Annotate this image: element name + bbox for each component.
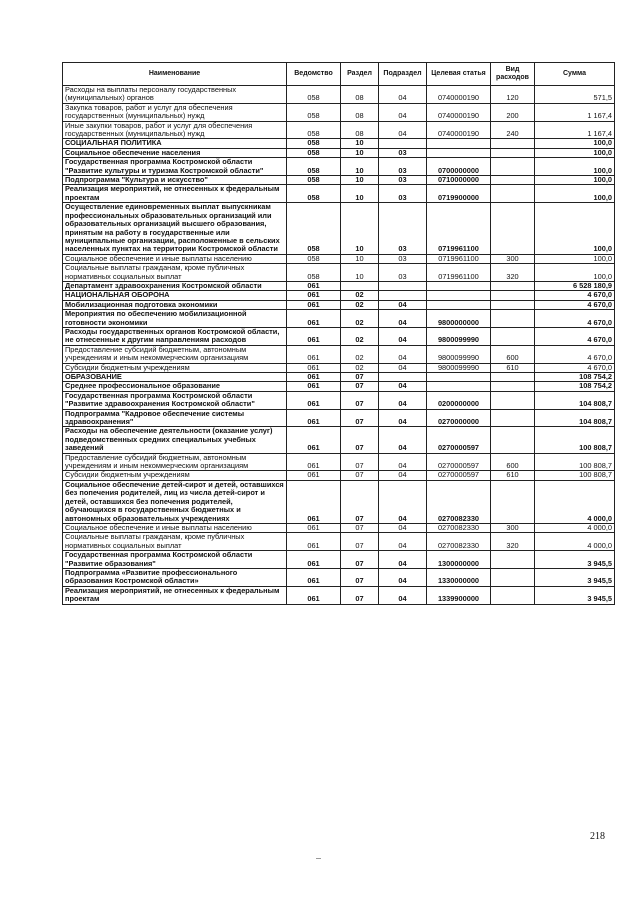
cell-sum: 4 670,0 [535, 363, 615, 372]
table-row [63, 291, 615, 300]
cell-name: Расходы государственных органов Костромской области, не отнесенные к другим направлениям расходов [63, 327, 287, 345]
table-body [63, 86, 615, 605]
cell-csr: 9800099990 [427, 363, 491, 372]
cell-podrazdel: 04 [379, 480, 427, 523]
table-row [63, 480, 615, 523]
cell-sum: 100,0 [535, 185, 615, 203]
cell-razdel: 07 [341, 533, 379, 551]
cell-name: Среднее профессиональное образование [63, 382, 287, 391]
cell-vr [491, 203, 535, 254]
cell-name: Мероприятия по обеспечению мобилизационной готовности экономики [63, 310, 287, 328]
cell-podrazdel: 04 [379, 533, 427, 551]
cell-vr [491, 281, 535, 290]
cell-podrazdel: 04 [379, 121, 427, 139]
table-row [63, 345, 615, 363]
cell-razdel: 10 [341, 176, 379, 185]
page-number: 218 [590, 831, 605, 842]
cell-sum: 4 000,0 [535, 533, 615, 551]
cell-sum: 4 670,0 [535, 291, 615, 300]
header-razdel: Раздел [341, 63, 379, 86]
table-row [63, 203, 615, 254]
cell-name: Иные закупки товаров, работ и услуг для обеспечения государственных (муниципальных) нужд [63, 121, 287, 139]
cell-csr: 0200000000 [427, 391, 491, 409]
table-row [63, 300, 615, 309]
cell-vr: 200 [491, 103, 535, 121]
cell-csr [427, 139, 491, 148]
cell-ved: 061 [287, 409, 341, 427]
cell-podrazdel: 04 [379, 586, 427, 604]
cell-podrazdel: 03 [379, 158, 427, 176]
cell-sum: 100,0 [535, 254, 615, 263]
cell-razdel: 07 [341, 586, 379, 604]
table-row [63, 281, 615, 290]
cell-sum: 4 670,0 [535, 345, 615, 363]
table-row [63, 86, 615, 104]
cell-sum: 571,5 [535, 86, 615, 104]
cell-sum: 104 808,7 [535, 409, 615, 427]
table-row [63, 471, 615, 480]
cell-vr: 240 [491, 121, 535, 139]
cell-razdel: 07 [341, 551, 379, 569]
table-row [63, 568, 615, 586]
cell-name: Социальные выплаты гражданам, кроме публичных нормативных социальных выплат [63, 533, 287, 551]
cell-csr: 1300000000 [427, 551, 491, 569]
cell-csr: 0270000000 [427, 409, 491, 427]
cell-sum: 100,0 [535, 203, 615, 254]
cell-ved: 061 [287, 568, 341, 586]
table-row [63, 453, 615, 471]
scan-mark [316, 858, 321, 859]
header-ved: Ведомство [287, 63, 341, 86]
cell-vr [491, 148, 535, 157]
cell-name: Расходы на обеспечение деятельности (оказание услуг) подведомственных средних специальных учебных заведений [63, 427, 287, 453]
cell-ved: 061 [287, 327, 341, 345]
table-row [63, 363, 615, 372]
cell-ved: 058 [287, 86, 341, 104]
cell-csr [427, 281, 491, 290]
table-row [63, 409, 615, 427]
cell-csr: 0740000190 [427, 86, 491, 104]
cell-name: Государственная программа Костромской области "Развитие образования" [63, 551, 287, 569]
cell-vr: 610 [491, 471, 535, 480]
cell-podrazdel: 04 [379, 363, 427, 372]
table-row [63, 391, 615, 409]
cell-csr: 0700000000 [427, 158, 491, 176]
cell-ved: 061 [287, 471, 341, 480]
cell-sum: 4 670,0 [535, 310, 615, 328]
table-row [63, 427, 615, 453]
cell-podrazdel: 04 [379, 382, 427, 391]
cell-ved: 058 [287, 176, 341, 185]
cell-ved: 061 [287, 345, 341, 363]
cell-podrazdel [379, 281, 427, 290]
table-row [63, 148, 615, 157]
cell-name: СОЦИАЛЬНАЯ ПОЛИТИКА [63, 139, 287, 148]
cell-sum: 1 167,4 [535, 121, 615, 139]
cell-podrazdel: 03 [379, 148, 427, 157]
cell-ved: 061 [287, 373, 341, 382]
cell-podrazdel: 04 [379, 409, 427, 427]
header-vr: Вид расходов [491, 63, 535, 86]
cell-ved: 061 [287, 391, 341, 409]
cell-podrazdel: 04 [379, 103, 427, 121]
cell-csr: 0270000597 [427, 427, 491, 453]
cell-razdel: 07 [341, 382, 379, 391]
cell-csr [427, 382, 491, 391]
cell-vr [491, 373, 535, 382]
table-row [63, 533, 615, 551]
cell-csr [427, 373, 491, 382]
cell-vr: 320 [491, 264, 535, 282]
cell-sum: 3 945,5 [535, 551, 615, 569]
cell-csr: 0270082330 [427, 480, 491, 523]
table-row [63, 523, 615, 532]
cell-ved: 061 [287, 523, 341, 532]
cell-razdel: 02 [341, 291, 379, 300]
table-row [63, 310, 615, 328]
cell-vr: 600 [491, 345, 535, 363]
cell-sum: 100,0 [535, 158, 615, 176]
cell-csr: 0270082330 [427, 533, 491, 551]
cell-ved: 058 [287, 139, 341, 148]
cell-razdel: 07 [341, 480, 379, 523]
cell-name: Осуществление единовременных выплат выпускникам профессиональных образовательных организаций или образовательных организаций высшего образования, принятым на работу в государственные или муниципальные организации, расположенные в сельских населенных пунктах на территории Костромской области [63, 203, 287, 254]
cell-vr [491, 300, 535, 309]
table-header-row [63, 63, 615, 86]
cell-ved: 061 [287, 427, 341, 453]
cell-csr: 9800099990 [427, 345, 491, 363]
cell-ved: 058 [287, 254, 341, 263]
table-row [63, 121, 615, 139]
cell-ved: 061 [287, 551, 341, 569]
cell-sum: 4 000,0 [535, 523, 615, 532]
cell-csr: 9800099990 [427, 327, 491, 345]
cell-sum: 100 808,7 [535, 471, 615, 480]
cell-vr [491, 586, 535, 604]
cell-razdel [341, 281, 379, 290]
cell-sum: 100,0 [535, 148, 615, 157]
cell-razdel: 10 [341, 254, 379, 263]
cell-vr [491, 139, 535, 148]
cell-sum: 3 945,5 [535, 586, 615, 604]
cell-razdel: 02 [341, 300, 379, 309]
cell-name: Закупка товаров, работ и услуг для обеспечения государственных (муниципальных) нужд [63, 103, 287, 121]
cell-razdel: 08 [341, 103, 379, 121]
cell-razdel: 02 [341, 327, 379, 345]
cell-ved: 061 [287, 363, 341, 372]
cell-razdel: 07 [341, 373, 379, 382]
cell-name: Расходы на выплаты персоналу государственных (муниципальных) органов [63, 86, 287, 104]
cell-sum: 100,0 [535, 139, 615, 148]
cell-sum: 104 808,7 [535, 391, 615, 409]
cell-sum: 4 670,0 [535, 300, 615, 309]
cell-podrazdel: 04 [379, 345, 427, 363]
cell-name: Субсидии бюджетным учреждениям [63, 471, 287, 480]
cell-csr: 9800000000 [427, 310, 491, 328]
cell-sum: 100 808,7 [535, 427, 615, 453]
cell-podrazdel: 04 [379, 327, 427, 345]
cell-razdel: 07 [341, 523, 379, 532]
cell-razdel: 07 [341, 471, 379, 480]
cell-vr [491, 185, 535, 203]
table-row [63, 551, 615, 569]
cell-vr [491, 310, 535, 328]
cell-csr: 0270000597 [427, 453, 491, 471]
cell-ved: 061 [287, 453, 341, 471]
cell-vr [491, 480, 535, 523]
table-row [63, 327, 615, 345]
cell-name: Социальное обеспечение детей-сирот и детей, оставшихся без попечения родителей, лиц из числа детей-сирот и детей, оставшихся без попечения родителей, обучающихся в государственных бюджетных и автономных образовательных учреждениях [63, 480, 287, 523]
cell-vr [491, 568, 535, 586]
cell-name: Реализация мероприятий, не отнесенных к федеральным проектам [63, 586, 287, 604]
cell-vr [491, 291, 535, 300]
cell-name: Подпрограмма "Кадровое обеспечение системы здравоохранения" [63, 409, 287, 427]
cell-ved: 061 [287, 310, 341, 328]
cell-vr [491, 382, 535, 391]
cell-vr [491, 158, 535, 176]
cell-name: Подпрограмма «Развитие профессионального образования Костромской области» [63, 568, 287, 586]
cell-name: ОБРАЗОВАНИЕ [63, 373, 287, 382]
cell-vr [491, 551, 535, 569]
cell-sum: 1 167,4 [535, 103, 615, 121]
cell-podrazdel: 04 [379, 551, 427, 569]
cell-vr [491, 327, 535, 345]
cell-sum: 108 754,2 [535, 373, 615, 382]
cell-vr: 610 [491, 363, 535, 372]
cell-sum: 108 754,2 [535, 382, 615, 391]
cell-csr [427, 291, 491, 300]
cell-vr: 300 [491, 254, 535, 263]
cell-csr: 0719961100 [427, 264, 491, 282]
cell-podrazdel [379, 373, 427, 382]
cell-ved: 061 [287, 533, 341, 551]
cell-csr: 0270000597 [427, 471, 491, 480]
cell-podrazdel: 03 [379, 264, 427, 282]
cell-csr: 0719961100 [427, 203, 491, 254]
cell-razdel: 07 [341, 568, 379, 586]
cell-name: Предоставление субсидий бюджетным, автономным учреждениям и иным некоммерческим организациям [63, 345, 287, 363]
cell-podrazdel: 04 [379, 391, 427, 409]
cell-razdel: 07 [341, 453, 379, 471]
cell-vr [491, 176, 535, 185]
cell-razdel: 07 [341, 409, 379, 427]
table-row [63, 158, 615, 176]
header-name: Наименование [63, 63, 287, 86]
cell-razdel: 07 [341, 391, 379, 409]
cell-razdel: 02 [341, 363, 379, 372]
cell-podrazdel: 04 [379, 300, 427, 309]
cell-name: НАЦИОНАЛЬНАЯ ОБОРОНА [63, 291, 287, 300]
cell-name: Социальные выплаты гражданам, кроме публичных нормативных социальных выплат [63, 264, 287, 282]
cell-ved: 061 [287, 291, 341, 300]
cell-ved: 061 [287, 382, 341, 391]
cell-razdel: 10 [341, 148, 379, 157]
cell-csr: 0710000000 [427, 176, 491, 185]
cell-vr: 120 [491, 86, 535, 104]
cell-vr [491, 409, 535, 427]
cell-sum: 100,0 [535, 176, 615, 185]
table-row [63, 185, 615, 203]
cell-vr [491, 391, 535, 409]
cell-podrazdel: 04 [379, 453, 427, 471]
header-sum: Сумма [535, 63, 615, 86]
cell-razdel: 10 [341, 264, 379, 282]
cell-csr [427, 300, 491, 309]
cell-razdel: 10 [341, 158, 379, 176]
cell-podrazdel: 04 [379, 523, 427, 532]
cell-razdel: 10 [341, 139, 379, 148]
cell-razdel: 08 [341, 121, 379, 139]
cell-ved: 061 [287, 300, 341, 309]
cell-name: Социальное обеспечение населения [63, 148, 287, 157]
table-row [63, 373, 615, 382]
cell-podrazdel: 04 [379, 471, 427, 480]
table-row [63, 103, 615, 121]
cell-podrazdel: 03 [379, 203, 427, 254]
cell-vr [491, 427, 535, 453]
cell-sum: 4 670,0 [535, 327, 615, 345]
table-row [63, 586, 615, 604]
cell-sum: 100 808,7 [535, 453, 615, 471]
cell-razdel: 10 [341, 185, 379, 203]
cell-razdel: 02 [341, 345, 379, 363]
cell-sum: 3 945,5 [535, 568, 615, 586]
cell-csr: 1339900000 [427, 586, 491, 604]
cell-ved: 061 [287, 480, 341, 523]
cell-razdel: 10 [341, 203, 379, 254]
cell-podrazdel: 03 [379, 176, 427, 185]
cell-sum: 4 000,0 [535, 480, 615, 523]
cell-podrazdel: 04 [379, 310, 427, 328]
cell-vr: 600 [491, 453, 535, 471]
cell-vr: 320 [491, 533, 535, 551]
cell-csr [427, 148, 491, 157]
cell-name: Государственная программа Костромской области "Развитие культуры и туризма Костромской области" [63, 158, 287, 176]
cell-name: Социальное обеспечение и иные выплаты населению [63, 523, 287, 532]
cell-razdel: 08 [341, 86, 379, 104]
cell-name: Предоставление субсидий бюджетным, автономным учреждениям и иным некоммерческим организациям [63, 453, 287, 471]
cell-ved: 061 [287, 281, 341, 290]
cell-name: Государственная программа Костромской области "Развитие здравоохранения Костромской области" [63, 391, 287, 409]
cell-ved: 058 [287, 103, 341, 121]
table-row [63, 264, 615, 282]
cell-name: Реализация мероприятий, не отнесенных к федеральным проектам [63, 185, 287, 203]
cell-ved: 058 [287, 148, 341, 157]
cell-ved: 058 [287, 158, 341, 176]
cell-name: Мобилизационная подготовка экономики [63, 300, 287, 309]
cell-podrazdel: 04 [379, 86, 427, 104]
cell-podrazdel [379, 139, 427, 148]
table-row [63, 254, 615, 263]
cell-ved: 058 [287, 203, 341, 254]
budget-table [62, 62, 615, 605]
cell-name: Социальное обеспечение и иные выплаты населению [63, 254, 287, 263]
cell-vr: 300 [491, 523, 535, 532]
cell-podrazdel [379, 291, 427, 300]
cell-ved: 058 [287, 185, 341, 203]
cell-ved: 061 [287, 586, 341, 604]
cell-csr: 0740000190 [427, 103, 491, 121]
cell-sum: 6 528 180,9 [535, 281, 615, 290]
table-row [63, 176, 615, 185]
table-row [63, 139, 615, 148]
cell-csr: 0719961100 [427, 254, 491, 263]
cell-name: Департамент здравоохранения Костромской области [63, 281, 287, 290]
cell-razdel: 07 [341, 427, 379, 453]
cell-podrazdel: 03 [379, 254, 427, 263]
cell-csr: 0270082330 [427, 523, 491, 532]
cell-csr: 0740000190 [427, 121, 491, 139]
table-row [63, 382, 615, 391]
cell-ved: 058 [287, 264, 341, 282]
cell-ved: 058 [287, 121, 341, 139]
cell-name: Подпрограмма "Культура и искусство" [63, 176, 287, 185]
cell-podrazdel: 04 [379, 568, 427, 586]
cell-podrazdel: 04 [379, 427, 427, 453]
cell-sum: 100,0 [535, 264, 615, 282]
cell-razdel: 02 [341, 310, 379, 328]
header-csr: Целевая статья [427, 63, 491, 86]
cell-csr: 1330000000 [427, 568, 491, 586]
cell-csr: 0719900000 [427, 185, 491, 203]
cell-name: Субсидии бюджетным учреждениям [63, 363, 287, 372]
header-podrazdel: Подраздел [379, 63, 427, 86]
cell-podrazdel: 03 [379, 185, 427, 203]
